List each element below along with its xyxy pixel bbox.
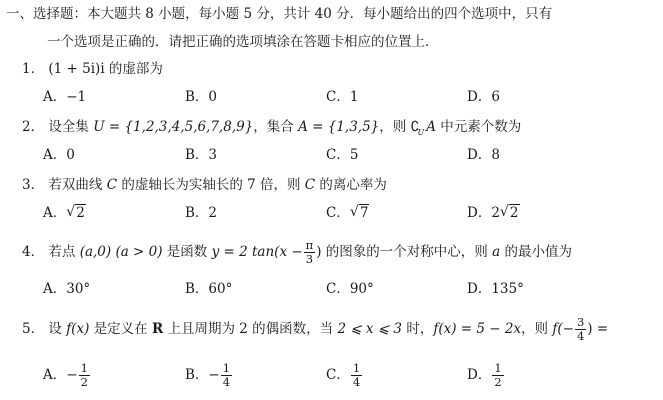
question-text: ，集合	[253, 119, 299, 135]
option-label: B．	[185, 281, 209, 297]
option-d	[467, 204, 520, 222]
option-label: A．	[43, 89, 67, 105]
section-heading-line-2: 一个选项是正确的．请把正确的选项填涂在答题卡相应的位置上．	[47, 34, 439, 50]
option-label: D．	[467, 205, 492, 221]
question-number: 3．	[22, 177, 45, 193]
option-b	[185, 204, 217, 222]
question-text: ，则	[379, 119, 411, 135]
option-label: C．	[326, 147, 350, 163]
option-c	[326, 146, 358, 164]
option-value: 8	[491, 147, 500, 163]
option-value: 3	[208, 147, 218, 163]
option-label: A．	[43, 281, 67, 297]
question-text: 是定义在	[89, 321, 152, 337]
point: (a,0) (a > 0)	[79, 244, 163, 260]
option-coefficient: 2	[491, 205, 500, 221]
option-c	[326, 280, 374, 298]
var-a: a	[492, 244, 501, 260]
question-number: 4．	[22, 244, 45, 260]
ask-expression: f(−	[552, 321, 574, 337]
option-label: B．	[185, 89, 209, 105]
option-value: 60°	[208, 281, 233, 297]
sqrt-expression: √ 2	[499, 204, 519, 221]
radical-sign-icon: √	[349, 204, 359, 220]
var-c: C	[106, 177, 118, 193]
option-a	[43, 204, 86, 222]
section-heading-line-1: 一、选择题：本大题共 8 小题，每小题 5 分，共计 40 分．每小题给出的四个选项中，只有	[6, 6, 553, 22]
option-d	[467, 146, 500, 164]
fraction: $\frac{1}{4}$	[352, 361, 361, 389]
question-text: ，则	[521, 321, 553, 337]
option-label: C．	[326, 281, 350, 297]
option-c	[326, 362, 363, 389]
question-text: 是函数	[162, 244, 212, 260]
option-value: −1	[66, 89, 87, 105]
option-label: B．	[185, 205, 209, 221]
option-value: 135°	[491, 281, 524, 297]
option-label: B．	[185, 367, 209, 383]
option-value: 5	[349, 147, 359, 163]
math-expression: (1 + 5i)i	[48, 61, 105, 77]
question-text: 设全集	[48, 119, 94, 135]
question-number: 5．	[22, 321, 45, 337]
option-label: C．	[326, 205, 350, 221]
question-text: 中元素个数为	[435, 119, 522, 135]
radical-sign-icon: √	[66, 204, 76, 220]
option-value: 2	[208, 205, 218, 221]
question-4-stem	[22, 239, 572, 266]
question-number: 1．	[22, 61, 45, 77]
option-c	[326, 204, 369, 222]
option-label: A．	[43, 205, 67, 221]
option-sign: −	[66, 367, 78, 383]
option-value: 1	[349, 89, 359, 105]
bottom-fade	[0, 390, 663, 400]
function-definition: f(x) = 5 − 2x	[433, 321, 522, 337]
option-value: 0	[66, 147, 75, 163]
option-value: 0	[208, 89, 218, 105]
set-u: U = {1,2,3,4,5,6,7,8,9}	[93, 119, 254, 135]
option-label: B．	[185, 147, 209, 163]
option-label: D．	[467, 281, 492, 297]
fraction: $\frac{1}{2}$	[80, 361, 88, 389]
question-text: 若双曲线	[48, 177, 107, 193]
question-text: 时，	[402, 321, 434, 337]
option-label: D．	[467, 89, 492, 105]
question-text: 设	[48, 321, 67, 337]
fraction: $\frac{3}{4}$	[576, 315, 585, 343]
option-value: 6	[491, 89, 500, 105]
option-a	[43, 88, 86, 106]
option-label: C．	[326, 367, 350, 383]
option-c	[326, 88, 358, 106]
option-label: A．	[43, 367, 67, 383]
question-1-stem	[22, 60, 163, 78]
option-b	[185, 362, 233, 389]
option-value: 90°	[349, 281, 374, 297]
question-text: 上且周期为 2 的偶函数，当	[163, 321, 338, 337]
option-label: A．	[43, 147, 67, 163]
set-r: R	[151, 321, 164, 337]
function-close: )	[316, 244, 322, 260]
fraction: $\frac{1}{4}$	[222, 361, 231, 389]
question-text: 的最小值为	[500, 244, 572, 260]
question-text: 的虚轴长为实轴长的 7 倍，则	[117, 177, 305, 193]
ask-close: ) =	[587, 321, 609, 337]
option-a	[43, 362, 91, 389]
condition: 2 ⩽ x ⩽ 3	[337, 321, 403, 337]
option-b	[185, 280, 232, 298]
set-a: A = {1,3,5}	[298, 119, 380, 135]
sqrt-expression: √ 2	[66, 204, 85, 221]
radical-sign-icon: √	[499, 204, 509, 220]
question-text: 的虚部为	[104, 61, 163, 77]
option-sign: −	[208, 367, 220, 383]
option-d	[467, 280, 524, 298]
option-d	[467, 362, 505, 389]
option-value: 30°	[66, 281, 91, 297]
complement-symbol: $∁_U$	[410, 119, 425, 137]
option-b	[185, 88, 217, 106]
question-2-stem	[22, 118, 521, 142]
function-f: f(x)	[66, 321, 90, 337]
option-label: D．	[467, 367, 492, 383]
question-3-stem	[22, 176, 387, 194]
option-a	[43, 280, 90, 298]
var-c: C	[304, 177, 316, 193]
question-5-stem	[22, 316, 608, 343]
function-expression: y = 2 tan(x −	[211, 244, 303, 260]
option-a	[43, 146, 75, 164]
option-label: C．	[326, 89, 350, 105]
complement-set: A	[426, 119, 436, 135]
question-number: 2．	[22, 119, 45, 135]
question-text: 的图象的一个对称中心，则	[321, 244, 493, 260]
fraction: $\frac{1}{2}$	[494, 361, 502, 389]
sqrt-expression: √ 7	[349, 204, 369, 221]
question-text: 的离心率为	[315, 177, 387, 193]
option-d	[467, 88, 500, 106]
option-b	[185, 146, 217, 164]
question-text: 若点	[48, 244, 80, 260]
fraction: $\frac{\pi}{3}$	[305, 238, 314, 266]
option-label: D．	[467, 147, 492, 163]
